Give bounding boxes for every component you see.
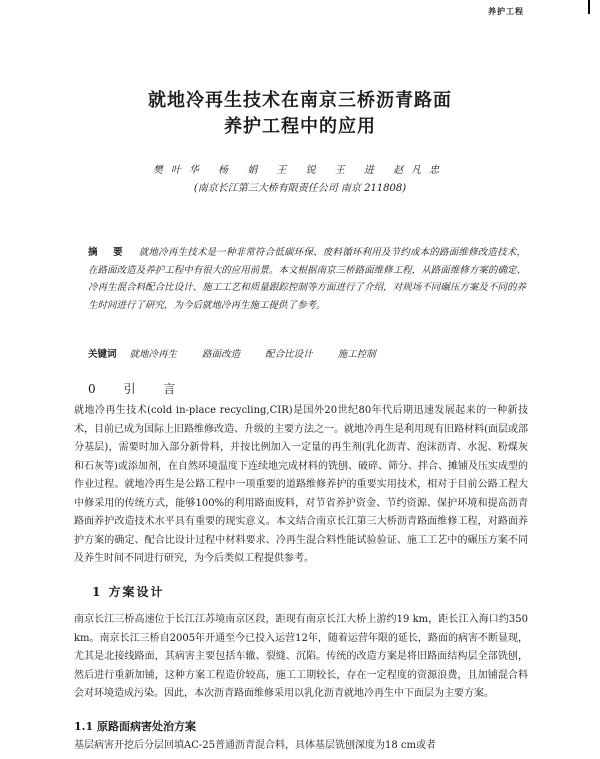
section-1-1-paragraph: 基层病害开挖后分层回填AC-25普通沥青混合料，具体基层铣刨深度为18 cm或者: [74, 740, 436, 751]
keyword: 就地冷再生: [129, 349, 178, 360]
running-head: 养护工程: [488, 6, 524, 16]
keywords: [88, 346, 526, 360]
keyword: 施工控制: [337, 349, 376, 360]
keyword: 路面改造: [202, 349, 241, 360]
abstract-text: 就地冷再生技术是一种非常符合低碳环保、废料循环利用及节约成本的路面维修改造技术，在路面改造及养护工程中有很大的应用前景。本文根据南京三桥路面维修工程，从路面维修方案的确定、冷再生混合料配合比设计、施工工艺和质量跟踪控制等方面进行了介绍，对规场不同碾压方案及不同的养生时间进行了研究，为今后就地冷再生施工提供了参考。: [88, 247, 526, 311]
paper-title-line-1: 就地冷再生技术在南京三桥沥青路面: [148, 90, 452, 111]
keyword: 配合比设计: [265, 349, 313, 360]
section-1-heading: 1 方案设计: [92, 585, 165, 599]
section-1-paragraph: 南京长江三桥高速位于长江江苏境南京区段，距现有南京长江大桥上游约19 km，距长江入海口约350 km。南京长江三桥自2005年开通至今已投入运营12年，随着运营年限的延长，路面的病害不断显现，尤其是北接线路面，其病害主要包括车辙、裂缝、沉陷。传统的改造方案是将旧路面结构层全部铣刨，然后进行重新加铺，这种方案工程造价较高，施工工期较长，存在一定程度的资源浪费，且加铺混合料会对环境造成污染。因此，本次沥青路面维修采用以乳化沥青就地冷再生中下面层为主要方案。: [74, 614, 528, 699]
section-0-heading: 0 引 言: [88, 382, 188, 396]
header-rule: [588, 0, 590, 14]
affiliation: (南京长江第三大桥有限责任公司 南京 211808): [193, 183, 407, 194]
abstract-label: 摘 要: [88, 247, 129, 258]
paper-title-line-2: 养护工程中的应用: [224, 116, 376, 137]
section-0-paragraph: 就地冷再生技术(cold in-place recycling,CIR)是国外20世纪80年代后期迅速发展起来的一种新技术，目前已成为国际上旧路维修改造、升级的主要方法之一。就地冷再生是利用现有旧路材料(面层或部分基层)，需要时加入部分新骨料，并按比例加入一定量的再生剂(乳化沥青、泡沫沥青、水泥、粉煤灰和石灰等)或添加剂，在自然环境温度下连续地完成材料的铣刨、破碎、筛分、拌合、摊铺及压实成型的作业过程。就地冷再生是公路工程中一项重要的道路维修养护的重要实用技术，相对于目前公路工程大中修采用的传统方式，能够100%的利用路面废料，对节省养护资金、节约资源、保护环境和提高沥青路面养护改造技术水平具有重要的现实意义。本文结合南京长江第三大桥沥青路面维修工程，对路面养护方案的确定、配合比设计过程中材料要求、冷再生混合料性能试验验证、施工工艺中的碾压方案不同及养生时间不同进行研究，为今后类似工程提供参考。: [74, 405, 528, 564]
abstract: [88, 244, 526, 314]
section-1-1-heading: 1.1 原路面病害处治方案: [74, 720, 196, 733]
keywords-label: 关键词: [88, 349, 117, 360]
authors: 樊叶华 杨 娟 王 锐 王 进 赵凡忠: [152, 165, 448, 176]
